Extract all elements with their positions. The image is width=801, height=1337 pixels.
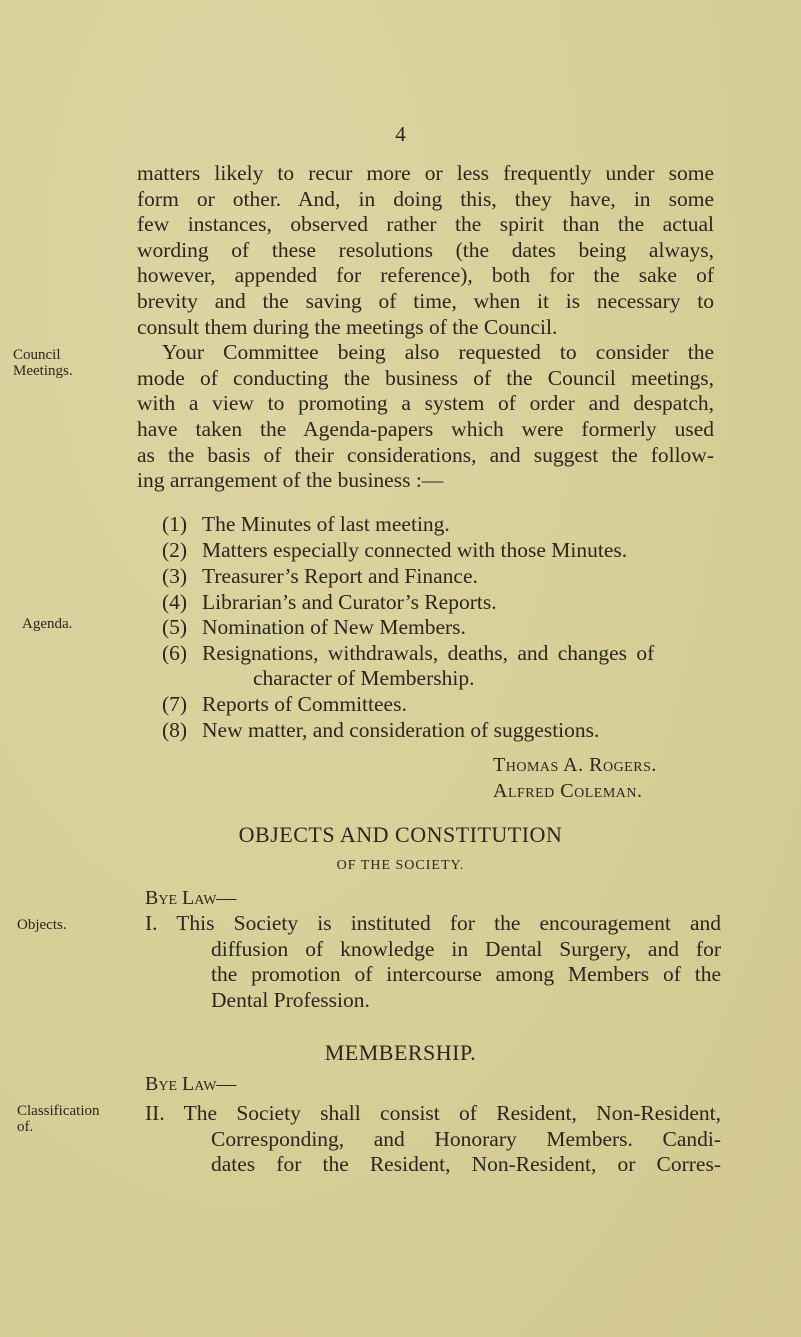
agenda-item-continuation: character of Membership. bbox=[253, 666, 475, 690]
bye-law-label: Bye Law— bbox=[145, 887, 237, 909]
agenda-item-text: New matter, and consideration of suggestions. bbox=[202, 718, 600, 742]
agenda-item-text: Reports of Committees. bbox=[202, 692, 407, 716]
text-line: Corresponding, and Honorary Members. Candi- bbox=[211, 1126, 721, 1151]
margin-note-objects: Objects. bbox=[17, 917, 67, 933]
agenda-item bbox=[162, 590, 497, 616]
text-line: diffusion of knowledge in Dental Surgery, and for bbox=[211, 936, 721, 961]
text-line: wording of these resolutions (the dates being always, bbox=[137, 237, 714, 262]
agenda-item-number: (8) bbox=[162, 718, 188, 742]
margin-note-line: Classification bbox=[17, 1103, 100, 1119]
agenda-item-number: (7) bbox=[162, 692, 188, 716]
margin-note-council-meetings bbox=[13, 347, 73, 379]
section-subtitle-objects: OF THE SOCIETY. bbox=[336, 858, 465, 873]
text-line: few instances, observed rather the spirit than the actual bbox=[137, 212, 714, 237]
agenda-item bbox=[162, 564, 478, 590]
agenda-item-text: Matters especially connected with those Minutes. bbox=[202, 538, 628, 562]
agenda-item bbox=[162, 538, 627, 564]
text-line: have taken the Agenda-papers which were formerly used bbox=[137, 416, 714, 441]
bye-law-label: Bye Law— bbox=[145, 1073, 237, 1095]
text-line: the promotion of intercourse among Members of the bbox=[211, 962, 721, 987]
margin-note-line: Meetings. bbox=[13, 363, 73, 379]
agenda-item-number: (1) bbox=[162, 512, 188, 536]
text-line: matters likely to recur more or less frequently under some bbox=[137, 161, 714, 185]
agenda-item bbox=[162, 512, 450, 538]
agenda-item-number: (2) bbox=[162, 538, 188, 562]
text-line: however, appended for reference), both for the sake of bbox=[137, 263, 714, 288]
text-line: ing arrangement of the business :— bbox=[137, 468, 444, 493]
text-line: Dental Profession. bbox=[211, 987, 370, 1012]
signature: Alfred Coleman. bbox=[493, 780, 643, 802]
agenda-item-number: (5) bbox=[162, 615, 188, 639]
agenda-item-text: The Minutes of last meeting. bbox=[202, 512, 450, 536]
agenda-item-number: (4) bbox=[162, 590, 188, 614]
section-title-membership: MEMBERSHIP. bbox=[324, 1040, 477, 1065]
margin-note-line: of. bbox=[17, 1119, 34, 1135]
agenda-item bbox=[162, 641, 654, 667]
signature: Thomas A. Rogers. bbox=[493, 754, 657, 776]
text-line: as the basis of their considerations, and suggest the follow- bbox=[137, 442, 714, 467]
text-line: I. This Society is instituted for the encouragement and bbox=[145, 911, 721, 935]
margin-note-agenda: Agenda. bbox=[22, 616, 73, 632]
text-line: mode of conducting the business of the Council meetings, bbox=[137, 365, 714, 390]
agenda-item bbox=[162, 718, 599, 744]
bye-law-I bbox=[145, 911, 721, 1013]
text-line: Your Committee being also requested to consider the bbox=[162, 340, 714, 365]
text-line: consult them during the meetings of the Council. bbox=[137, 314, 558, 339]
text-line: II. The Society shall consist of Resident, Non-Resident, bbox=[145, 1101, 721, 1125]
agenda-item bbox=[162, 692, 407, 718]
agenda-item-text: Nomination of New Members. bbox=[202, 615, 466, 639]
section-title-objects: OBJECTS AND CONSTITUTION bbox=[238, 822, 563, 847]
agenda-item-text: Treasurer’s Report and Finance. bbox=[202, 564, 478, 588]
text-line: with a view to promoting a system of order and despatch, bbox=[137, 391, 714, 416]
agenda-item bbox=[162, 615, 466, 641]
agenda-item-text: Resignations, withdrawals, deaths, and changes of bbox=[202, 641, 655, 665]
agenda-item-text: Librarian’s and Curator’s Reports. bbox=[202, 590, 497, 614]
text-line: dates for the Resident, Non-Resident, or Corres- bbox=[211, 1152, 721, 1177]
agenda-item-number: (3) bbox=[162, 564, 188, 588]
text-line: brevity and the saving of time, when it is necessary to bbox=[137, 288, 714, 313]
margin-note-classification bbox=[17, 1103, 100, 1135]
bye-law-II bbox=[145, 1101, 721, 1178]
paragraph-continued bbox=[137, 161, 714, 494]
agenda-item-number: (6) bbox=[162, 641, 188, 665]
text-line: form or other. And, in doing this, they have, in some bbox=[137, 186, 714, 211]
page-number: 4 bbox=[395, 122, 406, 146]
margin-note-line: Council bbox=[13, 347, 61, 363]
